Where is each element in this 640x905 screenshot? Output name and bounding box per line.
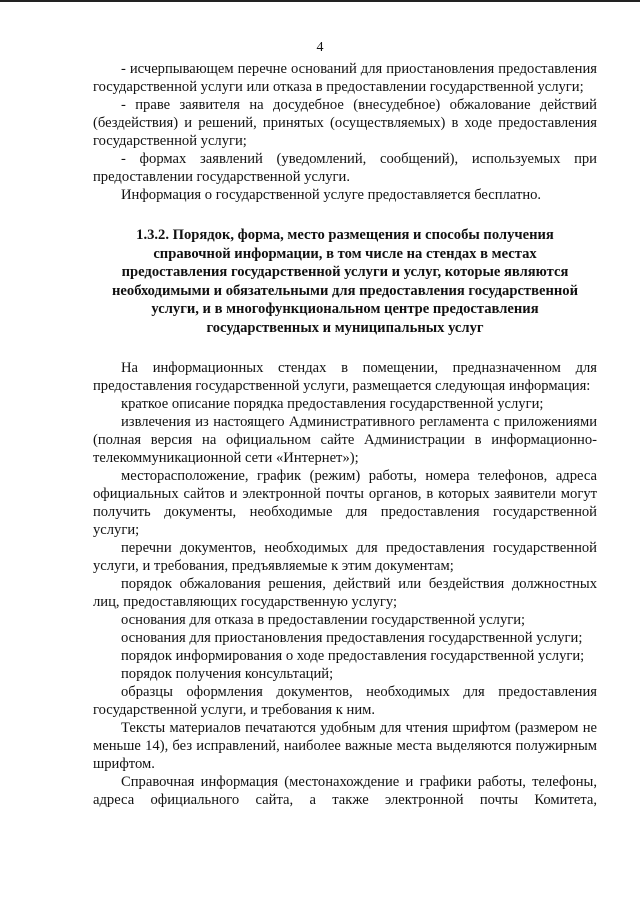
top-border-line [0,0,640,2]
section-heading-line: предоставления государственной услуги и услуг, которые являются [121,264,569,280]
section-heading-line: необходимыми и обязательными для предоставления государственной [112,282,578,299]
intro-item-2: - праве заявителя на досудебное (внесудебное) обжалование действий (бездействия) и решений, принятых (осуществляемых) в ходе предоставления государственной услуги; [93,97,597,149]
stands-item: порядок получения консультаций; [121,666,334,682]
page-number: 4 [316,40,324,55]
free-notice: Информация о государственной услуге предоставляется бесплатно. [121,187,542,203]
section-heading-line: 1.3.2. Порядок, форма, место размещения и способы получения [136,227,554,243]
section-heading-line: государственных и муниципальных услуг [206,319,484,336]
reference-info: Справочная информация (местонахождение и графики работы, телефоны, адреса официального сайта, а также электронной почты Комитета, [93,774,597,808]
stands-item: краткое описание порядка предоставления государственной услуги; [121,396,544,412]
stands-intro: На информационных стендах в помещении, предназначенном для предоставления государственной услуги, размещается следующая информация: [93,360,597,394]
stands-item: основания для приостановления предоставления государственной услуги; [121,630,583,646]
stands-item: извлечения из настоящего Административного регламента с приложениями (полная версия на официальном сайте Администрации в информационно-телекоммуникационной сети «Интернет»); [93,414,597,466]
stands-item: месторасположение, график (режим) работы, номера телефонов, адреса официальных сайтов и электронной почты органов, в которых заявители могут получить документы, необходимые для предоставления государственной услуги; [93,468,597,538]
stands-item: образцы оформления документов, необходимых для предоставления государственной услуги, и требования к ним. [93,684,597,718]
section-heading-line: справочной информации, в том числе на стендах в местах [153,245,537,262]
stands-item: перечни документов, необходимых для предоставления государственной услуги, и требования, предъявляемые к этим документам; [93,540,597,574]
page-content [93,60,597,809]
section-heading [93,226,597,337]
stands-item: порядок информирования о ходе предоставления государственной услуги; [121,648,585,664]
stands-item: основания для отказа в предоставлении государственной услуги; [121,612,526,628]
section-heading-line: услуги, и в многофункциональном центре предоставления [151,301,539,317]
intro-item-1: - исчерпывающем перечне оснований для приостановления предоставления государственной услуги или отказа в предоставлении государственной услуги; [93,61,597,95]
stands-item: порядок обжалования решения, действий или бездействия должностных лиц, предоставляющих государственную услугу; [93,576,597,610]
font-note: Тексты материалов печатаются удобным для чтения шрифтом (размером не меньше 14), без исправлений, наиболее важные места выделяются полужирным шрифтом. [93,720,597,772]
intro-item-3: - формах заявлений (уведомлений, сообщений), используемых при предоставлении государственной услуги. [93,151,597,185]
